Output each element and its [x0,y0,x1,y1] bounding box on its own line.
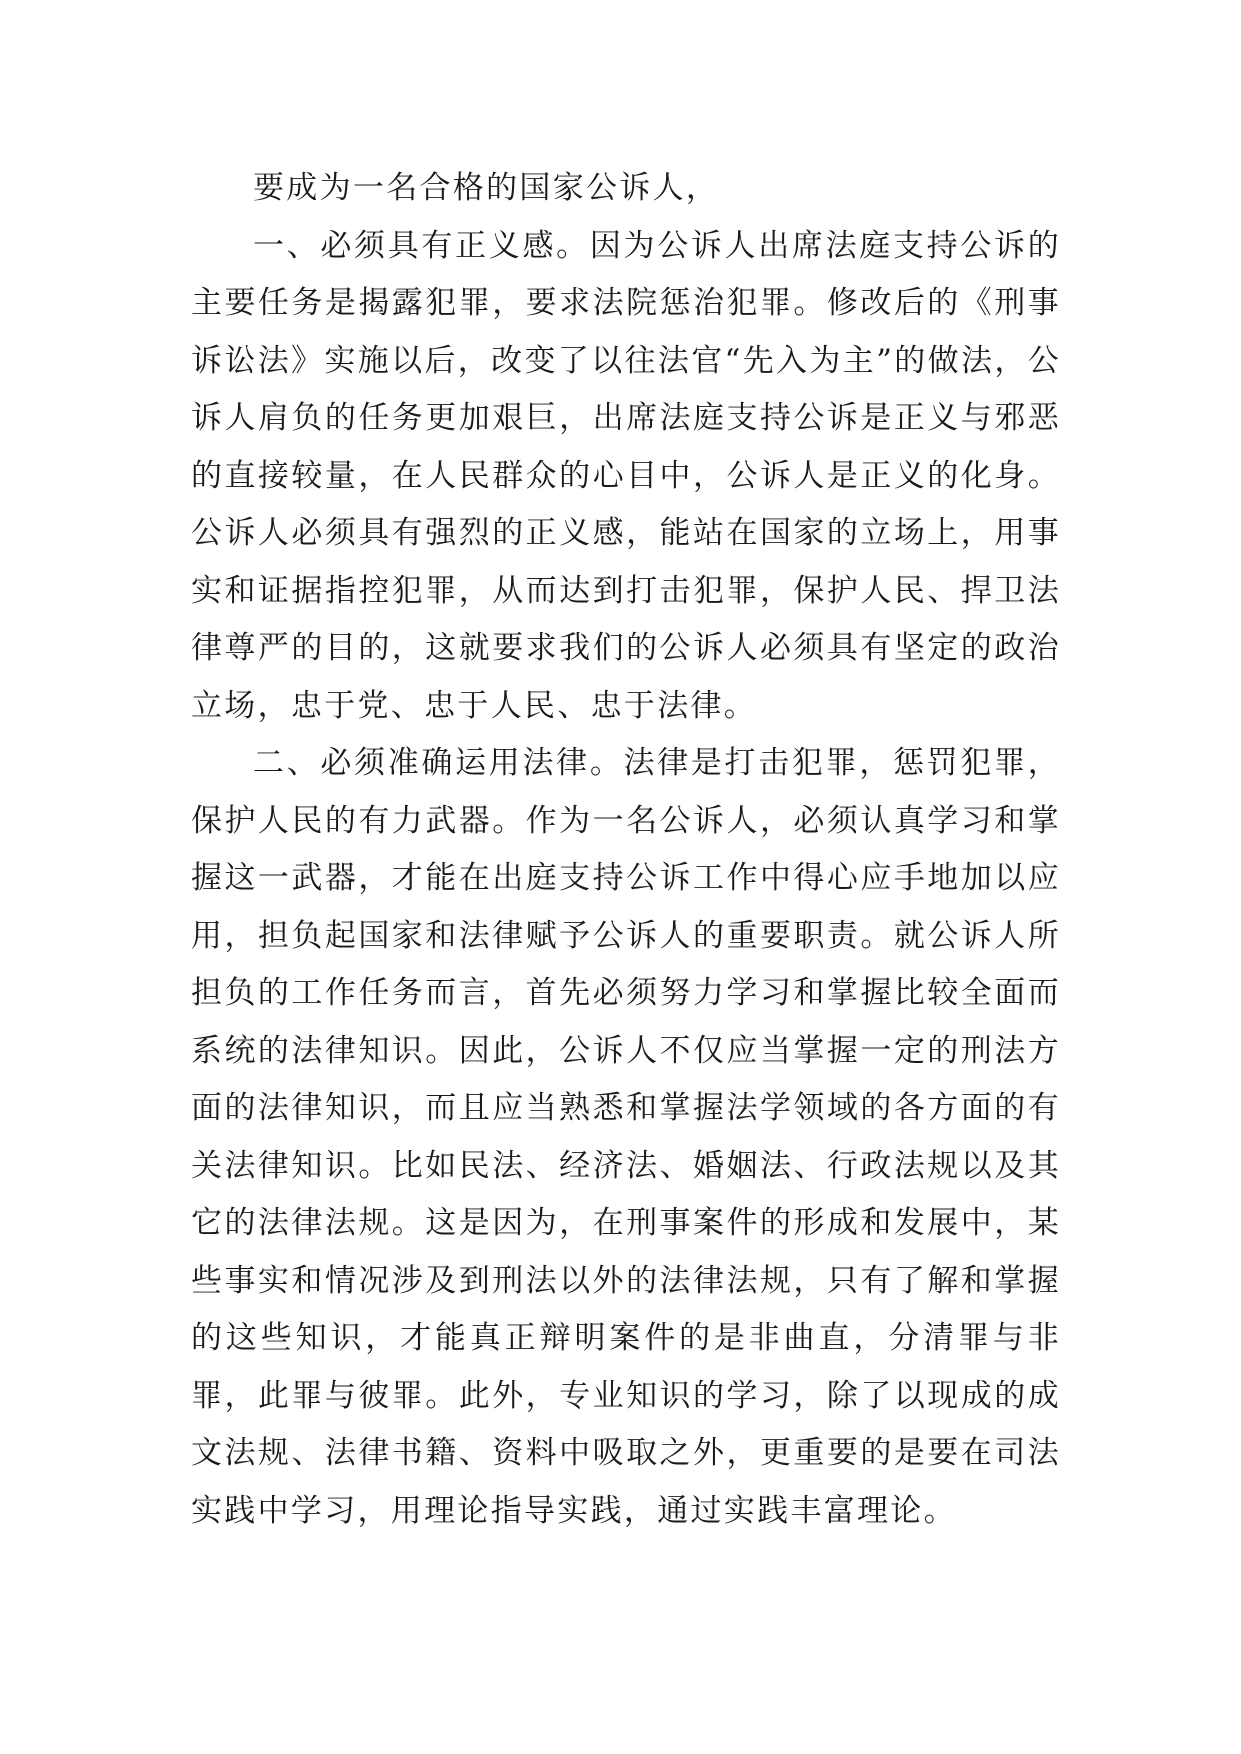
section-two-paragraph: 二、必须准确运用法律。法律是打击犯罪，惩罚犯罪，保护人民的有力武器。作为一名公诉人，必须认真学习和掌握这一武器，才能在出庭支持公诉工作中得心应手地加以应用，担负起国家和法律赋予公诉人的重要职责。就公诉人所担负的工作任务而言，首先必须努力学习和掌握比较全面而系统的法律知识。因此，公诉人不仅应当掌握一定的刑法方面的法律知识，而且应当熟悉和掌握法学领域的各方面的有关法律知识。比如民法、经济法、婚姻法、行政法规以及其它的法律法规。这是因为，在刑事案件的形成和发展中，某些事实和情况涉及到刑法以外的法律法规，只有了解和掌握的这些知识，才能真正辩明案件的是非曲直，分清罪与非罪，此罪与彼罪。此外，专业知识的学习，除了以现成的成文法规、法律书籍、资料中吸取之外，更重要的是要在司法实践中学习，用理论指导实践，通过实践丰富理论。 [191,745,1061,1529]
intro-paragraph: 要成为一名合格的国家公诉人， [253,170,720,206]
section-one-paragraph: 一、必须具有正义感。因为公诉人出席法庭支持公诉的主要任务是揭露犯罪，要求法院惩治犯罪。修改后的《刑事诉讼法》实施以后，改变了以往法官“先入为主”的做法，公诉人肩负的任务更加艰巨，出席法庭支持公诉是正义与邪恶的直接较量，在人民群众的心目中，公诉人是正义的化身。公诉人必须具有强烈的正义感，能站在国家的立场上，用事实和证据指控犯罪，从而达到打击犯罪，保护人民、捍卫法律尊严的目的，这就要求我们的公诉人必须具有坚定的政治立场，忠于党、忠于人民、忠于法律。 [191,227,1061,724]
document-body [191,160,1061,1540]
